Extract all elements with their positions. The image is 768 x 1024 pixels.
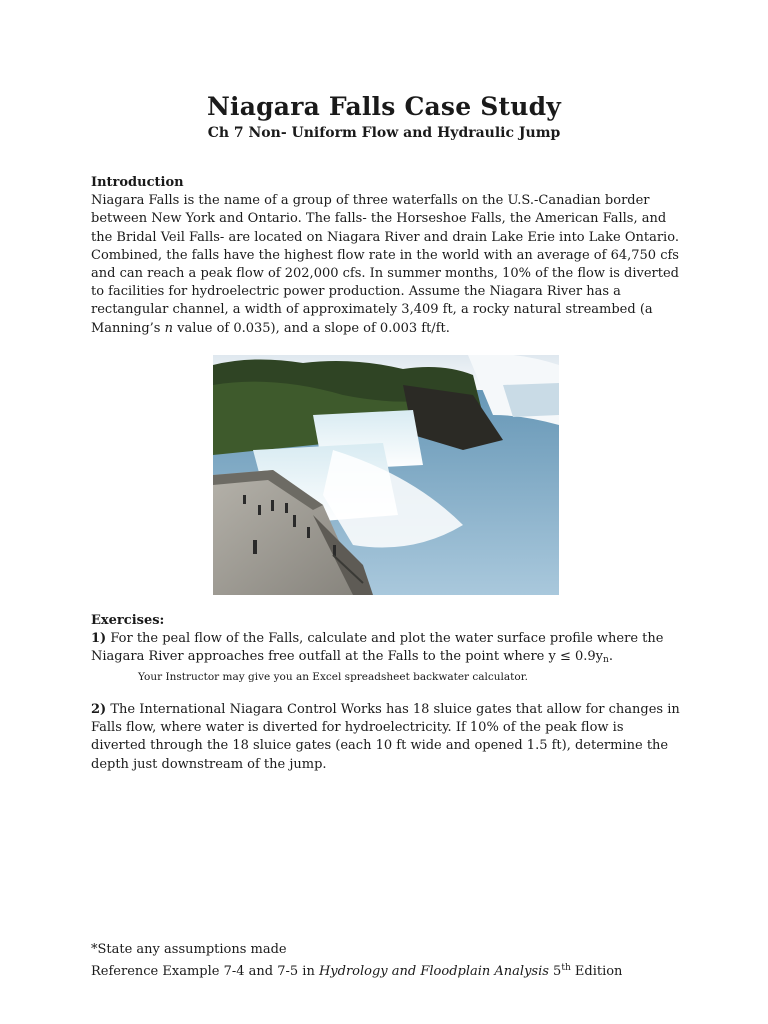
introduction-heading: Introduction: [91, 175, 184, 190]
assumptions-note: *State any assumptions made: [91, 942, 287, 957]
exercises-heading: Exercises:: [91, 613, 165, 628]
reference-edition-superscript: th: [561, 963, 571, 974]
reference-edition-number: 5: [548, 964, 562, 980]
introduction-paragraph: [91, 192, 681, 338]
exercises-section: [91, 612, 681, 684]
reference-book-title: Hydrology and Floodplain Analysis: [318, 964, 549, 980]
reference-suffix: Edition: [570, 964, 623, 980]
manning-n-symbol: n: [164, 320, 173, 336]
exercise-1-subscript: n: [603, 655, 609, 666]
exercise-2-section: [91, 701, 681, 774]
exercise-1-number: 1): [91, 631, 107, 647]
reference-prefix: Reference Example 7-4 and 7-5 in: [91, 964, 319, 980]
exercise-1-end: .: [608, 649, 613, 665]
exercise-1-text: For the peal flow of the Falls, calculate and plot the water surface profile where the Niagara River approaches free outfall at the Falls to the point where y ≤ 0.9y: [91, 631, 664, 665]
introduction-section: [91, 174, 681, 338]
footer-section: [91, 941, 681, 981]
intro-text-part1: Niagara Falls is the name of a group of three waterfalls on the U.S.-Canadian border between New York and Ontario. The falls- the Horseshoe Falls, the American Falls, and the Bridal Veil Falls- are located on Niagara River and drain Lake Erie into Lake Ontario. Combined, the falls have the highest flow rate in the world with an average of 64,750 cfs and can reach a peak flow of 202,000 cfs. In summer months, 10% of the flow is diverted to facilities for hydroelectric power production. Assume the Niagara River has a rectangular channel, a width of approximately 3,409 ft, a rocky natural streambed (a Manning’s: [91, 193, 680, 336]
exercise-2-text: The International Niagara Control Works has 18 sluice gates that allow for changes in Falls flow, where water is diverted for hydroelectricity. If 10% of the peak flow is diverted through the 18 sluice gates (each 10 ft wide and opened 1.5 ft), determine the depth just downstream of the jump.: [91, 702, 680, 772]
exercise-1: [91, 630, 681, 669]
niagara-falls-photo: [213, 355, 559, 595]
exercise-1-note: Your Instructor may give you an Excel spreadsheet backwater calculator.: [138, 670, 528, 683]
page-title: Niagara Falls Case Study: [206, 92, 562, 121]
exercise-2-number: 2): [91, 702, 107, 717]
reference-line: [91, 959, 681, 981]
exercise-2: [91, 701, 681, 774]
intro-text-part2: value of 0.035), and a slope of 0.003 ft/ft.: [172, 320, 450, 336]
page-subtitle: Ch 7 Non- Uniform Flow and Hydraulic Jump: [207, 125, 561, 141]
